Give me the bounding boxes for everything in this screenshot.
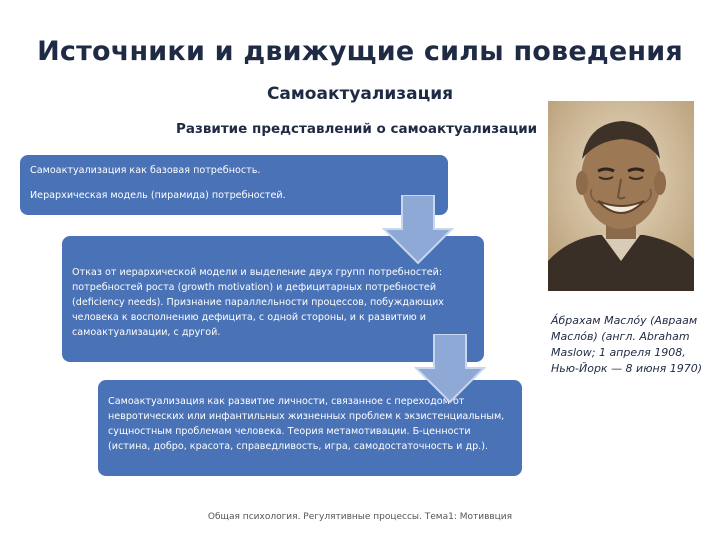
portrait-caption: А́брахам Маслóу (Авраам Маслóв) (англ. Abraham Maslow; 1 апреля 1908, Нью-Йорк — 8 июня 1970) <box>551 314 703 375</box>
slide-footer: Общая психология. Регулятивные процессы. Тема1: Мотиввция <box>207 512 513 522</box>
section-heading: Развитие представлений о самоактуализации <box>176 121 538 137</box>
down-arrow-icon <box>382 195 454 265</box>
step-3-text: Самоактуализация как развитие личности, связанное с переходом от невротических или инфантильных жизненных проблем к экзистенциальным, сущностным проблемам человека. Теория метамотивации. Б-ценности (истина, добро, красота, справедливость, игра, самодостаточность и др.). <box>108 396 505 452</box>
step-2-text: Отказ от иерархической модели и выделение двух групп потребностей: потребностей роста (growth motivation) и дефицитарных потребностей (deficiency needs). Признание параллельности процессов, побуждающих человека к восполнению дефицита, с одной стороны, и к развитию и самоактуализации, с другой. <box>72 267 444 338</box>
slide-subtitle: Самоактуализация <box>266 84 454 104</box>
down-arrow-icon <box>414 334 486 404</box>
step-1-line-2: Иерархическая модель (пирамида) потребностей. <box>30 190 286 201</box>
step-1-line-1: Самоактуализация как базовая потребность. <box>30 165 261 176</box>
slide-title: Источники и движущие силы поведения <box>37 36 683 67</box>
portrait-illustration <box>548 101 694 291</box>
portrait-photo <box>548 101 694 291</box>
